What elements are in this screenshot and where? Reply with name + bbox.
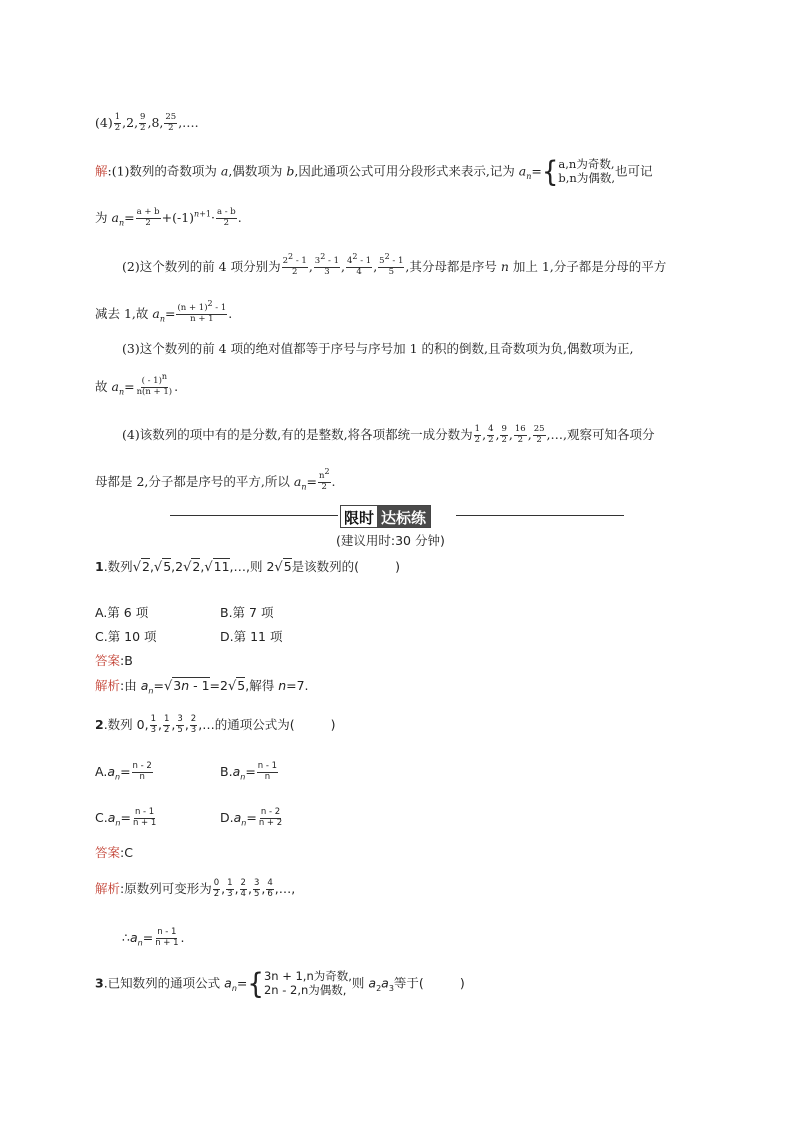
text: (4)该数列的项中有的是分数,有的是整数,将各项都统一成分数为 [122, 426, 473, 442]
option-letter: B. [220, 763, 233, 779]
ellipsis: ,…. [178, 114, 199, 130]
fraction: $\frac{n - 1}{n + 1}$ [132, 807, 157, 828]
fraction: $\frac{2}{4}$ [240, 878, 246, 899]
solution-line-6: 故 $a_n=$ $\frac{( - 1)^n}{n(n + 1)}$ . [95, 372, 179, 397]
q2-option-b[interactable]: $B.a_n=$ $\frac{n - 1}{n}$ [220, 761, 278, 782]
fraction: $\frac{16}{2}$ [514, 424, 526, 445]
time-suggestion: (建议用时:30 分钟) [336, 533, 445, 548]
therefore-symbol: ∴ [122, 929, 130, 945]
text: ,…的通项公式为( [198, 716, 295, 732]
question-number: 3 [95, 975, 104, 991]
fraction: $\frac{n - 1}{n}$ [257, 761, 278, 782]
option-letter: A. [95, 763, 108, 779]
q1-option-c[interactable]: C.第 10 项 [95, 629, 157, 644]
fraction: $\frac{25}{2}$ [165, 112, 177, 133]
solution-line-1: 解:(1)数列的奇数项为 a,偶数项为 b,因此通项公式可用分段形式来表示,记为 $a_n=$ { a,n为奇数, b,n为偶数, 也可记 [95, 155, 653, 189]
fraction: $\frac{1}{2}$ [114, 112, 121, 133]
banner-left: 限时 [341, 506, 377, 527]
answer-label: 答案 [95, 653, 121, 668]
fraction: $\frac{n - 1}{n + 1}$ [155, 927, 179, 948]
fraction: $\frac{9}{2}$ [501, 424, 507, 445]
fraction: $\frac{3^2 - 1}{3}$ [314, 252, 339, 277]
text: ,其分母都是序号 [405, 258, 501, 274]
fraction: $\frac{a - b}{2}$ [216, 207, 236, 228]
text: 等于( [393, 975, 424, 991]
fraction: $\frac{a + b}{2}$ [136, 207, 160, 228]
answer-label: 答案 [95, 845, 121, 860]
text: =2 [209, 678, 228, 693]
fraction: $\frac{5^2 - 1}{5}$ [379, 252, 404, 277]
text: ,解得 [245, 678, 279, 693]
solution-line-5 [122, 341, 633, 356]
text: ,因此通项公式可用分段形式来表示,记为 [294, 163, 519, 179]
text: 是该数列的( [291, 559, 360, 574]
divider-left [170, 515, 338, 516]
text: 母都是 2,分子都是序号的平方,所以 [95, 473, 294, 489]
text: 减去 1,故 [95, 305, 153, 321]
fraction: $\frac{4}{6}$ [267, 878, 273, 899]
question-3: 3.已知数列的通项公式 $a_n=$ { 3n + 1,n为奇数, 2n - 2,n为偶数, 则 $a_2a_3$等于( ) [95, 967, 465, 1001]
text: :原数列可变形为 [120, 880, 212, 896]
fraction: $\frac{1}{3}$ [150, 714, 156, 735]
question-2: 2.数列 0, $\frac{1}{3}$ , $\frac{1}{2}$ , $\frac{3}{5}$ , $\frac{2}{3}$ ,…的通项公式为( ) [95, 714, 336, 735]
question-number: 2 [95, 716, 104, 732]
text: ,…,观察可知各项分 [546, 426, 655, 442]
q2-option-c[interactable]: $C.a_n=$ $\frac{n - 1}{n + 1}$ [95, 807, 157, 828]
fraction: $\frac{(n + 1)^2 - 1}{n + 1}$ [177, 299, 227, 324]
fraction: $\frac{3}{5}$ [177, 714, 183, 735]
piecewise: { 3n + 1,n为奇数, 2n - 2,n为偶数, [247, 967, 352, 1001]
text: :(1)数列的奇数项为 [107, 163, 221, 179]
q2-analysis: 解析:原数列可变形为 $\frac{0}{2}$ , $\frac{1}{3}$ , $\frac{2}{4}$ , $\frac{3}{5}$ , $\frac{4}{6}$ ,…, [95, 878, 296, 899]
divider-right [456, 515, 624, 516]
solution-line-3: (2)这个数列的前 4 项分别为 $\frac{2^2 - 1}{2}$ , $\frac{3^2 - 1}{3}$ , $\frac{4^2 - 1}{4}$ , $\frac{5^2 - 1}{5}$ ,其分母都是序号 n 加上 1,分子都是分母的平方 [122, 252, 667, 277]
text: =7. [286, 678, 309, 693]
q2-answer [95, 845, 133, 860]
fraction: $\frac{4^2 - 1}{4}$ [346, 252, 372, 277]
q1-option-b[interactable]: B.第 7 项 [220, 605, 274, 620]
analysis-label: 解析 [95, 880, 121, 896]
answer-value: :C [120, 845, 133, 860]
q2-option-a[interactable]: $A.a_n=$ $\frac{n - 2}{n}$ [95, 761, 152, 782]
fraction: $\frac{0}{2}$ [213, 878, 220, 899]
solution-line-2: 为 $a_n=$ $\frac{a + b}{2}$ $+(-1)^{n+1}\cdot$ $\frac{a - b}{2}$ . [95, 207, 242, 228]
case-odd: 3n + 1,n为奇数, [263, 969, 352, 983]
text: ) [395, 559, 400, 574]
q1-option-d[interactable]: D.第 11 项 [220, 629, 283, 644]
answer-value: :B [120, 653, 133, 668]
text: ,…,则 2 [229, 559, 275, 574]
fraction: $\frac{1}{2}$ [474, 424, 481, 445]
text: ) [459, 975, 465, 991]
text: 为 [95, 209, 112, 225]
fraction: $\frac{2}{3}$ [190, 714, 197, 735]
item4-line: (4) $\frac{1}{2}$ ,2, $\frac{9}{2}$ ,8, $\frac{25}{2}$ ,…. [95, 112, 199, 133]
fraction: $\frac{3}{5}$ [253, 878, 260, 899]
fraction: $\frac{( - 1)^n}{n(n + 1)}$ [136, 372, 173, 397]
q2-conclusion: $\therefore a_n=$ $\frac{n - 1}{n + 1}$ . [122, 927, 185, 948]
solution-line-4: 减去 1,故 $a_n=$ $\frac{(n + 1)^2 - 1}{n + 1}$ . [95, 299, 233, 324]
analysis-label: 解析 [95, 678, 121, 693]
q1-analysis: 解析:由 $a_n=√3n - 1=2√5$,解得 n=7. [95, 678, 309, 696]
fraction: $\frac{9}{2}$ [140, 112, 146, 133]
case-even: 2n - 2,n为偶数, [263, 982, 347, 997]
option-letter: D. [220, 809, 234, 825]
text: ,…, [274, 880, 296, 896]
section-banner [340, 505, 431, 528]
fraction: $\frac{2^2 - 1}{2}$ [282, 252, 307, 277]
text: ) [330, 716, 336, 732]
q1-answer [95, 653, 133, 668]
text: .数列 0, [103, 716, 149, 732]
solution-label: 解 [95, 163, 108, 179]
piecewise: { a,n为奇数, b,n为偶数, [541, 155, 615, 189]
text: :由 [120, 678, 141, 693]
fraction: $\frac{n^2}{2}$ [318, 467, 330, 492]
q1-option-a[interactable]: A.第 6 项 [95, 605, 149, 620]
option-letter: C. [95, 809, 108, 825]
text: +(-1) [161, 209, 195, 225]
case-odd: a,n为奇数, [558, 157, 615, 171]
fraction: $\frac{1}{3}$ [227, 878, 233, 899]
fraction: $\frac{4}{2}$ [488, 424, 494, 445]
item-label: (4) [95, 114, 113, 130]
text: ,偶数项为 [228, 163, 287, 179]
text: (2)这个数列的前 4 项分别为 [122, 258, 281, 274]
fraction: $\frac{n - 2}{n}$ [132, 761, 152, 782]
text: .已知数列的通项公式 [103, 975, 225, 991]
text: 也可记 [615, 163, 653, 179]
banner-right: 达标练 [377, 506, 430, 527]
fraction: $\frac{25}{2}$ [533, 424, 545, 445]
text: 故 [95, 378, 112, 394]
solution-line-7: (4)该数列的项中有的是分数,有的是整数,将各项都统一成分数为 $\frac{1}{2}$ , $\frac{4}{2}$ , $\frac{9}{2}$ , $\frac{16}{2}$ , $\frac{25}{2}$ ,…,观察可知各项分 [122, 424, 655, 445]
case-even: b,n为偶数, [558, 170, 615, 185]
fraction: $\frac{1}{2}$ [163, 714, 170, 735]
text: (3)这个数列的前 4 项的绝对值都等于序号与序号加 1 的积的倒数,且奇数项为负,偶数项为正, [122, 341, 634, 356]
question-1: 1.数列√2,√5,2√2,√11,…,则 2√5是该数列的( ) [95, 559, 400, 575]
text: 加上 1,分子都是分母的平方 [508, 258, 667, 274]
text: · [210, 209, 215, 225]
question-number: 1 [95, 559, 104, 574]
solution-line-8: 母都是 2,分子都是序号的平方,所以 $a_n=$ $\frac{n^2}{2}$ . [95, 467, 336, 492]
text: .数列 [103, 559, 133, 574]
fraction: $\frac{n - 2}{n + 2}$ [258, 807, 283, 828]
q2-option-d[interactable]: $D.a_n=$ $\frac{n - 2}{n + 2}$ [220, 807, 283, 828]
text: 则 [351, 975, 369, 991]
